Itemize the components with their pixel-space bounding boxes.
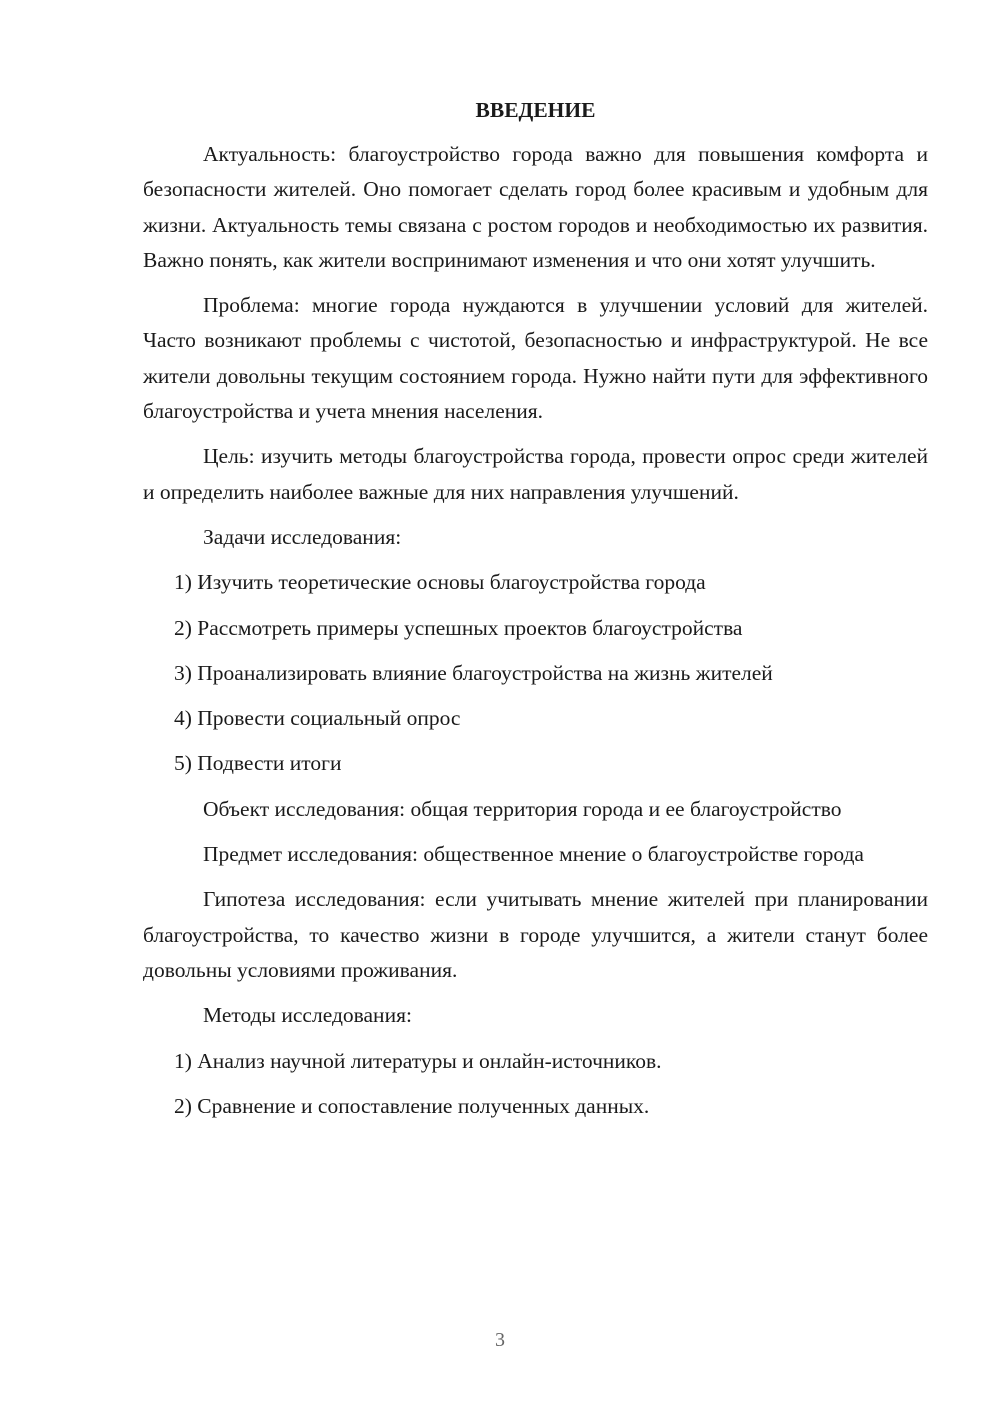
document-page (143, 93, 928, 1134)
list-item: 4) Провести социальный опрос (174, 706, 461, 731)
paragraph-problem: Проблема: многие города нуждаются в улучшении условий для жителей. Часто возникают проблемы с чистотой, безопасностью и инфраструктурой. Не все жители довольны текущим состоянием города. Нужно найти пути для эффективного благоустройства и учета мнения населения. (143, 293, 928, 424)
list-item: 3) Проанализировать влияние благоустройства на жизнь жителей (174, 660, 773, 685)
list-item: 2) Сравнение и сопоставление полученных данных. (174, 1093, 650, 1118)
list-item: 1) Анализ научной литературы и онлайн-источников. (174, 1048, 662, 1073)
paragraph-goal: Цель: изучить методы благоустройства города, провести опрос среди жителей и определить наиболее важные для них направления улучшений. (143, 444, 928, 504)
list-item: 2) Рассмотреть примеры успешных проектов благоустройства (174, 615, 743, 640)
methods-title: Методы исследования: (203, 1003, 412, 1028)
tasks-title: Задачи исследования: (203, 524, 402, 549)
paragraph-object: Объект исследования: общая территория города и ее благоустройство (203, 796, 842, 821)
section-heading: ВВЕДЕНИЕ (475, 98, 596, 122)
paragraph-hypothesis: Гипотеза исследования: если учитывать мнение жителей при планировании благоустройства, то качество жизни в городе улучшится, а жители станут более довольны условиями проживания. (143, 887, 928, 982)
methods-list (143, 1044, 928, 1125)
paragraph-subject: Предмет исследования: общественное мнение о благоустройстве города (203, 842, 864, 867)
paragraph-relevance: Актуальность: благоустройство города важно для повышения комфорта и безопасности жителей. Оно помогает сделать город более красивым и удобным для жизни. Актуальность темы связана с ростом городов и необходимостью их развития. Важно понять, как жители воспринимают изменения и что они хотят улучшить. (143, 142, 928, 272)
list-item: 1) Изучить теоретические основы благоустройства города (174, 570, 706, 595)
list-item: 5) Подвести итоги (174, 751, 342, 776)
page-number: 3 (495, 1329, 505, 1351)
tasks-list (143, 565, 928, 781)
